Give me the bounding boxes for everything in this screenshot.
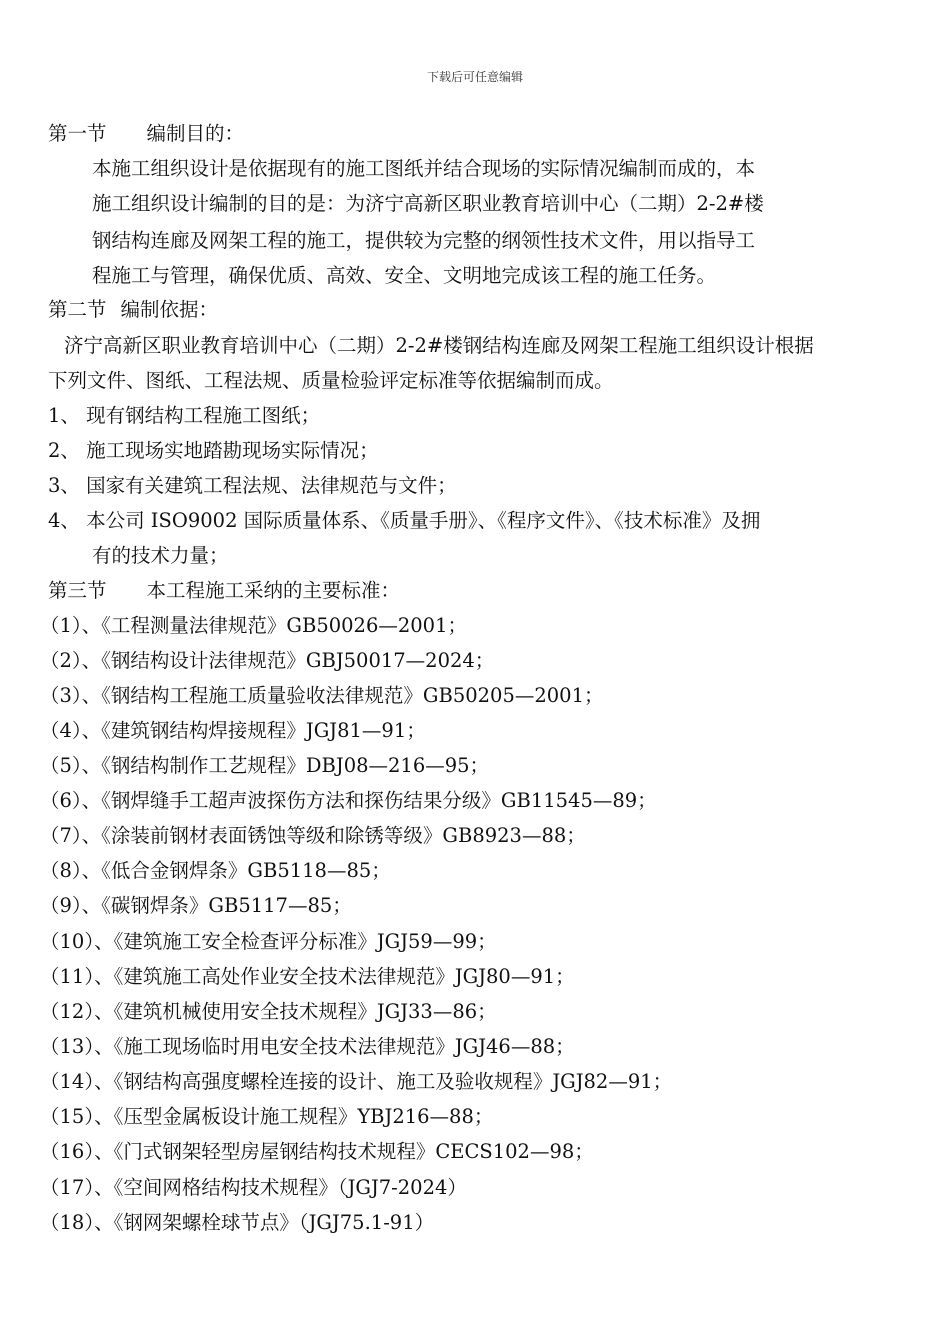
- standard-item: （7）、《涂装前钢材表面锈蚀等级和除锈等级》GB8923—88；: [40, 824, 586, 847]
- section2-list-item: 4、 本公司 ISO9002 国际质量体系、《质量手册》、《程序文件》、《技术标准》及拥: [48, 509, 761, 532]
- section1-heading: [48, 122, 244, 146]
- standard-item: （4）、《建筑钢结构焊接规程》JGJ81—91；: [40, 719, 426, 742]
- standard-item: （3）、《钢结构工程施工质量验收法律规范》GB50205—2001；: [40, 684, 604, 707]
- standard-item: （14）、《钢结构高强度螺栓连接的设计、施工及验收规程》JGJ82—91；: [40, 1070, 673, 1093]
- section1-paragraph-line: 本施工组织设计是依据现有的施工图纸并结合现场的实际情况编制而成的，本: [92, 157, 756, 180]
- section1-heading-number: 第一节: [48, 122, 107, 145]
- section3-heading-number: 第三节: [48, 579, 107, 602]
- section3-heading: [48, 579, 400, 603]
- standard-item: （5）、《钢结构制作工艺规程》DBJ08—216—95；: [40, 754, 490, 777]
- standard-item: （8）、《低合金钢焊条》GB5118—85；: [40, 859, 391, 882]
- section2-paragraph-line: 济宁高新区职业教育培训中心（二期）2-2#楼钢结构连廊及网架工程施工组织设计根据: [64, 334, 814, 357]
- section2-list-item: 3、 国家有关建筑工程法规、法律规范与文件；: [48, 474, 457, 497]
- standard-item: （12）、《建筑机械使用安全技术规程》JGJ33—86；: [40, 1000, 497, 1023]
- section1-paragraph-line: 程施工与管理，确保优质、高效、安全、文明地完成该工程的施工任务。: [92, 264, 717, 287]
- standard-item: （2）、《钢结构设计法律规范》GBJ50017—2024；: [40, 649, 495, 672]
- standard-item: （17）、《空间网格结构技术规程》（JGJ7-2024）: [40, 1176, 467, 1199]
- standard-item: （6）、《钢焊缝手工超声波探伤方法和探伤结果分级》GB11545—89；: [40, 789, 657, 812]
- section2-list-item-continuation: 有的技术力量；: [92, 544, 229, 567]
- standard-item: （1）、《工程测量法律规范》GB50026—2001；: [40, 614, 467, 637]
- section2-list-item: 2、 施工现场实地踏勘现场实际情况；: [48, 439, 379, 462]
- section2-paragraph-line: 下列文件、图纸、工程法规、质量检验评定标准等依据编制而成。: [48, 369, 614, 392]
- section2-heading-title: 编制依据：: [120, 298, 219, 321]
- standard-item: （15）、《压型金属板设计施工规程》YBJ216—88；: [40, 1105, 494, 1128]
- standard-item: （10）、《建筑施工安全检查评分标准》JGJ59—99；: [40, 930, 497, 953]
- section2-list-item: 1、 现有钢结构工程施工图纸；: [48, 404, 321, 427]
- standard-item: （11）、《建筑施工高处作业安全技术法律规范》JGJ80—91；: [40, 965, 575, 988]
- section1-heading-title: 编制目的：: [146, 122, 245, 145]
- page-header-note: 下载后可任意编辑: [426, 70, 523, 84]
- standard-item: （16）、《门式钢架轻型房屋钢结构技术规程》CECS102—98；: [40, 1140, 594, 1163]
- section2-heading-number: 第二节: [48, 298, 107, 321]
- section2-heading: [48, 298, 218, 322]
- section3-heading-title: 本工程施工采纳的主要标准：: [146, 579, 401, 602]
- standard-item: （18）、《钢网架螺栓球节点》（JGJ75.1-91）: [40, 1211, 435, 1234]
- standard-item: （13）、《施工现场临时用电安全技术法律规范》JGJ46—88；: [40, 1035, 575, 1058]
- section1-paragraph-line: 钢结构连廊及网架工程的施工，提供较为完整的纲领性技术文件，用以指导工: [92, 229, 756, 252]
- standard-item: （9）、《碳钢焊条》GB5117—85；: [40, 894, 352, 917]
- section1-paragraph-line: 施工组织设计编制的目的是：为济宁高新区职业教育培训中心（二期）2-2#楼: [92, 192, 764, 215]
